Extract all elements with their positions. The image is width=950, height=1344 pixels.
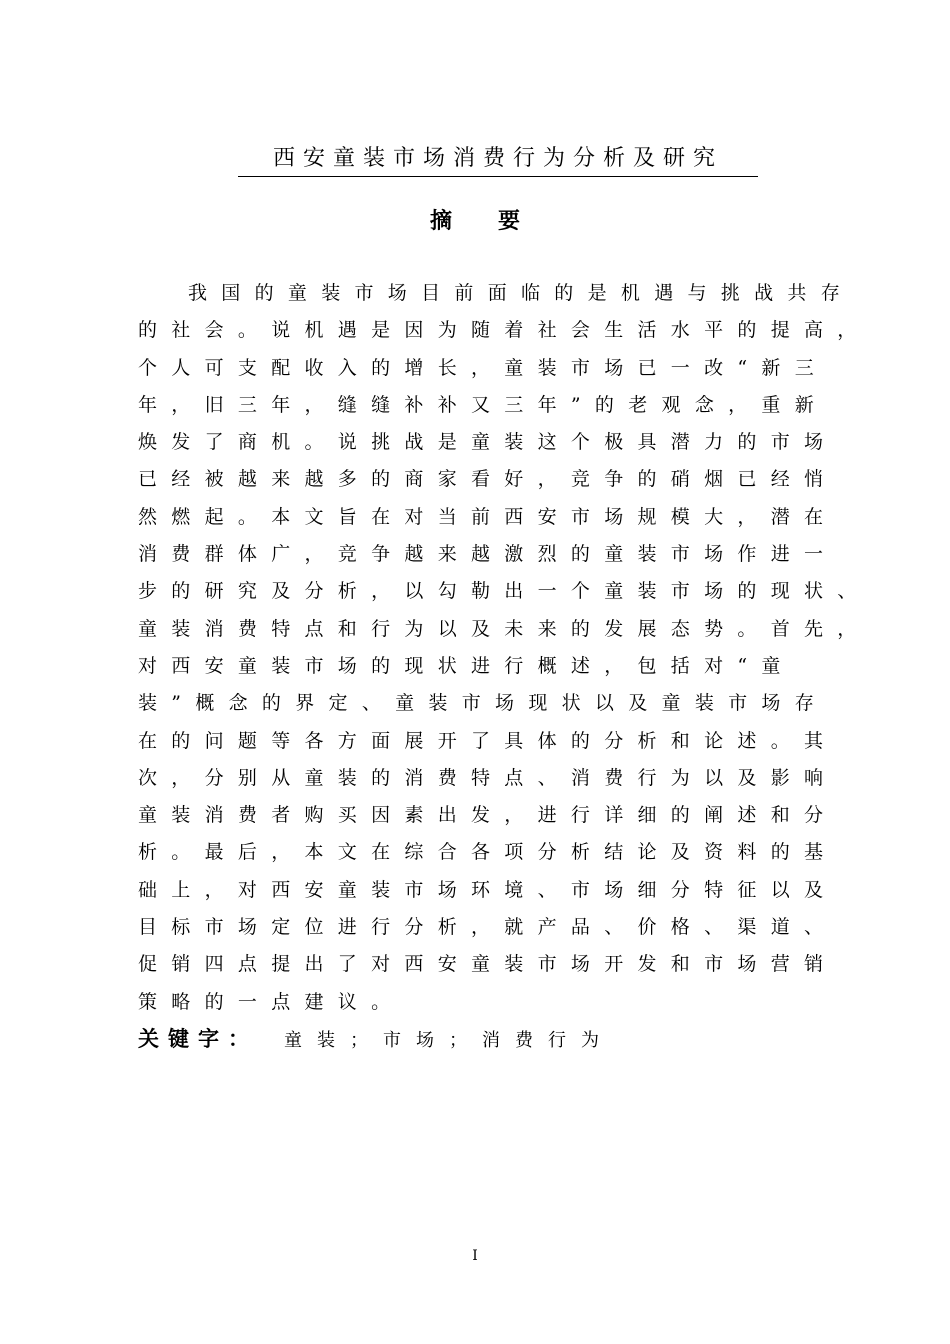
- keywords-row: [138, 1020, 838, 1058]
- abstract-line: 次，分别从童装的消费特点、消费行为以及影响: [138, 766, 838, 789]
- abstract-line: 础上，对西安童装市场环境、市场细分特征以及: [138, 878, 838, 901]
- keywords-label: 关键字：: [138, 1027, 258, 1051]
- abstract-line: 童装消费特点和行为以及未来的发展态势。首先，: [138, 617, 871, 640]
- abstract-line: 我国的童装市场目前面临的是机遇与挑战共存: [188, 282, 855, 304]
- abstract-line: 已经被越来越多的商家看好，竞争的硝烟已经悄: [138, 468, 838, 491]
- page-number: I: [472, 1248, 478, 1264]
- abstract-heading: 摘要: [429, 209, 566, 234]
- abstract-line: 童装消费者购买因素出发，进行详细的阐述和分: [138, 804, 838, 827]
- abstract-line: 促销四点提出了对西安童装市场开发和市场营销: [138, 953, 838, 976]
- abstract-line: 策略的一点建议。: [138, 990, 405, 1013]
- abstract-body: [138, 275, 871, 1021]
- abstract-line: 对西安童装市场的现状进行概述，包括对“童: [138, 654, 795, 677]
- paper-title: 西安童装市场消费行为分析及研究: [238, 142, 758, 177]
- abstract-line: 步的研究及分析，以勾勒出一个童装市场的现状、: [138, 580, 871, 603]
- abstract-line: 年，旧三年，缝缝补补又三年”的老观念，重新: [138, 393, 829, 416]
- abstract-line: 析。最后，本文在综合各项分析结论及资料的基: [138, 841, 838, 864]
- abstract-line: 个人可支配收入的增长，童装市场已一改“新三: [138, 356, 829, 379]
- abstract-line: 焕发了商机。说挑战是童装这个极具潜力的市场: [138, 431, 838, 454]
- abstract-line: 在的问题等各方面展开了具体的分析和论述。其: [138, 729, 838, 752]
- abstract-line: 装”概念的界定、童装市场现状以及童装市场存: [138, 692, 829, 715]
- abstract-line: 消费群体广，竞争越来越激烈的童装市场作进一: [138, 543, 838, 566]
- abstract-line: 的社会。说机遇是因为随着社会生活水平的提高，: [138, 319, 871, 342]
- abstract-line: 目标市场定位进行分析，就产品、价格、渠道、: [138, 916, 838, 939]
- keywords-values: 童装；市场；消费行为: [284, 1030, 614, 1051]
- abstract-line: 然燃起。本文旨在对当前西安市场规模大，潜在: [138, 505, 838, 528]
